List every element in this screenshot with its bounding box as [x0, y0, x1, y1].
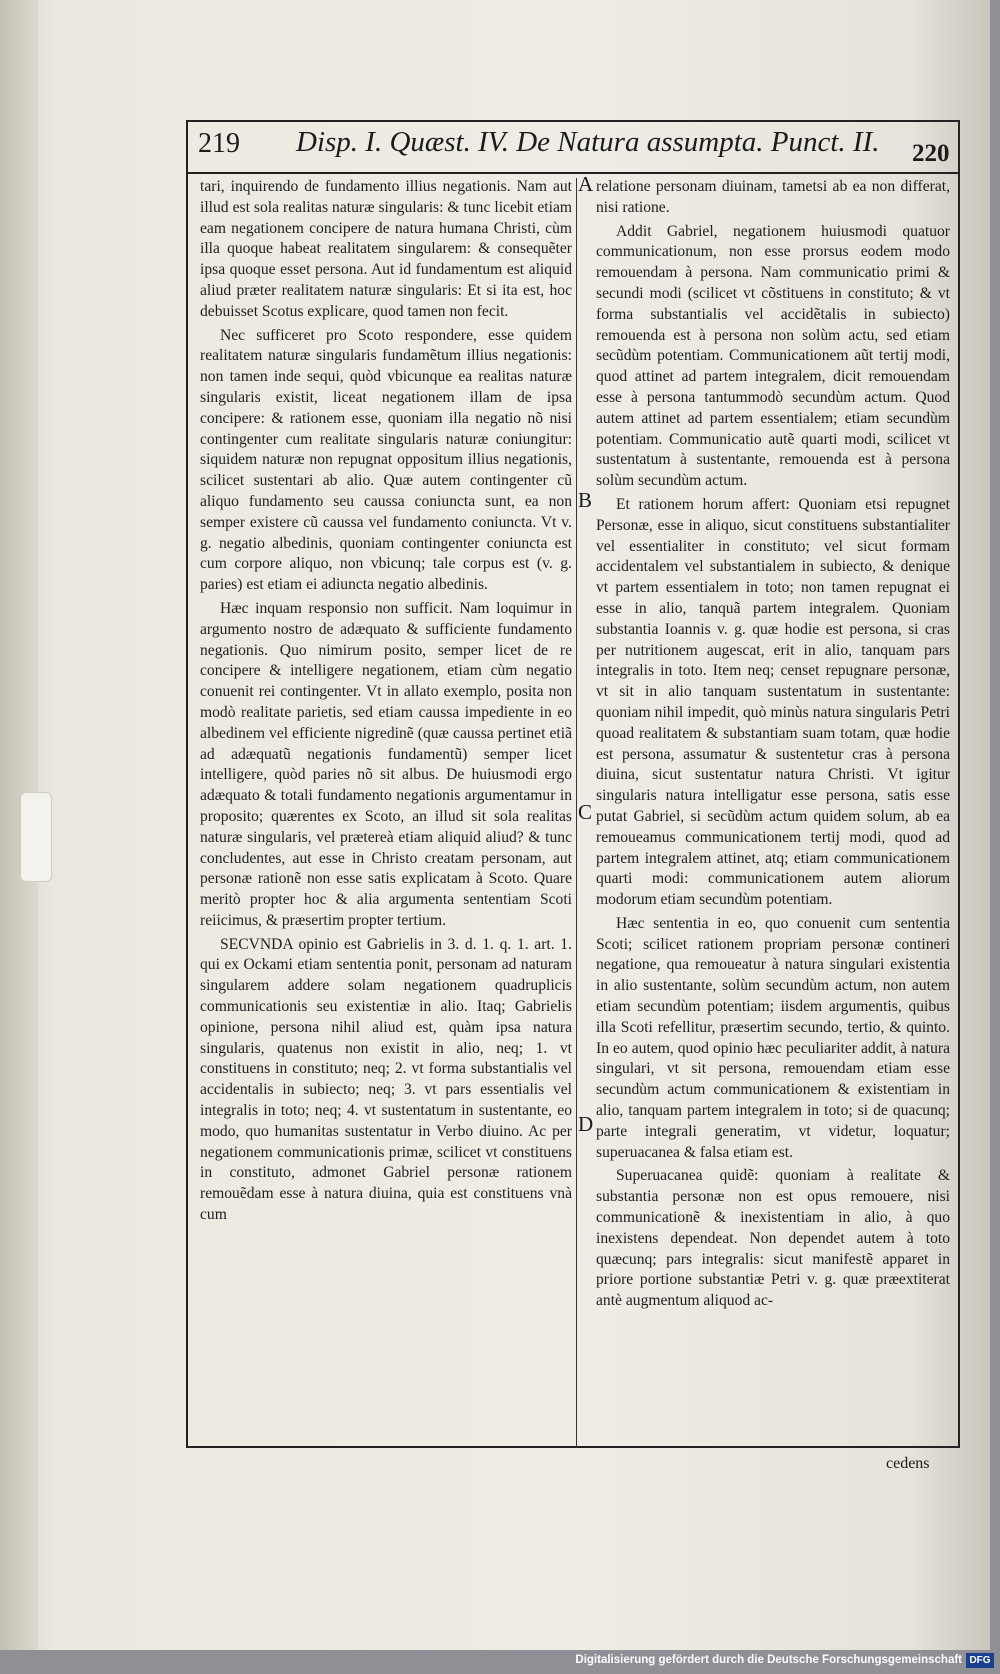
- paragraph: Superuacanea quidẽ: quoniam à realitate & substantia personæ non est opus remouere, nisi communicationẽ & inexistentiam in alio, à quo inexistens dependeat. Non dependet autem à toto quæcunq; pars integralis: sicut manifestẽ apparet in priore portione substantiæ Petri v. g. quæ præextiterat antè augmentum aliquod ac-: [596, 1167, 950, 1310]
- column-divider: [576, 178, 577, 1448]
- paragraph: Hæc sententia in eo, quo conuenit cum sententia Scoti; scilicet rationem propriam personæ contineri negatione, qua remoueatur à natura singulari existentia in alio sustentante, solùm secundùm actum, non autem etiam secundùm potentiam; iisdem argumentis, quibus illa Scoti refellitur, præsertim secundo, tertio, & quinto. In eo autem, quod opinio hæc peculiariter addit, à natura singulari, vt sit persona, remouendam etiam esse secundùm actum communicationem & existentiam in alio, tanquam partem integralem in toto; si de quacunq; parte integrali generatim, vt videtur, loquatur; superuacanea & falsa etiam est.: [596, 914, 950, 1161]
- paragraph: relatione personam diuinam, tametsi ab ea non differat, nisi ratione.: [596, 178, 950, 216]
- paragraph: tari, inquirendo de fundamento illius negationis. Nam aut illud est sola realitas naturæ singularis: & tunc licebit etiam eam negationem concipere de natura humana Christi, cùm illa quoque habeat realitatem singularem: & consequẽter ipsa quoque esset persona. Aut id fundamentum est aliquid aliud præter realitatem naturæ singularis: Et si ita est, hoc debuisset Scotus explicare, quod tamen non fecit.: [200, 178, 572, 320]
- section-marker-a: A: [578, 172, 594, 196]
- catchword: cedens: [886, 1455, 930, 1472]
- section-marker-d: D: [578, 1112, 594, 1136]
- page-number-left: 219: [198, 128, 240, 159]
- paragraph: Addit Gabriel, negationem huiusmodi quatuor communicationum, non esse prorsus eodem modo remouendam à persona. Nam communicatio primi & secundi modi (scilicet vt cõstituens in constituto; & vt forma substantialis vel accidẽtalis in subiecto) remouenda est à persona non solùm actu, sed etiam secũdùm potentiam. Communicationem aũt tertij modi, quod attinet ad partem integralem, dicit remouendam esse à persona tantummodò secundùm actum. Quod autem attinet ad partem essentialem; etiam secundùm potentiam. Communicatio autẽ quarti modi, scilicet vt sustentatum à sustentante, remouenda est à persona solùm secundùm actum.: [596, 222, 950, 490]
- paragraph: Et rationem horum affert: Quoniam etsi repugnet Personæ, esse in aliquo, sicut constituens substantialiter vel essentialiter in constituto; vel sicut formam accidentalem vel substantialem in subiecto, & denique vt partem essentialem in toto; non tamen repugnat ei esse in alio, tanquã partem integralem. Quoniam substantia Ioannis v. g. quæ hodie est persona, si cras per nutritionem augescat, erit in alio, tanquam pars integralis in toto. Item neq; censet repugnare personæ, vt sit in alio tanquam sustentatum in sustentante: quoniam nihil impedit, quò minùs natura singularis Petri quoad realitatem & substantiam suam totam, quæ hodie est persona, assumatur & sustentetur cras à persona diuina, sicut sustentatur natura Christi. Vt igitur singularis natura intelligatur esse persona, satis esse putat Gabriel, si secũdùm actum quidem solum, ab ea remoueamus communicationem tertij modi, quod ad partem integralem attinet, atq; etiam communicationem quarti modi: communicationem autem aliorum modorum etiam secundùm potentiam.: [596, 495, 950, 909]
- left-column: [200, 177, 572, 1229]
- dfg-logo: DFG: [966, 1653, 994, 1668]
- paragraph: Nec sufficeret pro Scoto respondere, esse quidem realitatem naturæ singularis fundamẽtum illius negationis: non tamen inde sequi, quòd vbicunque ea realitas naturæ singularis existit, liceat negationem illam de ipsa concipere: & rationem esse, quoniam illa negatio nõ nisi contingenter cum realitate singularis naturæ coniungitur: siquidem naturæ non repugnat oppositum illius negationis, scilicet sustentari ab alio. Quæ autem contingenter cũ aliquo fundamento seu caussa coniuncta sunt, ea non semper existere cũ caussa vel fundamento coniuncta. Vt v. g. negatio albedinis, quoniam contingenter coniuncta est cum corpore aliquo, non vbicunq; tale corpus est (v. g. paries) est etiam ei adiuncta negatio albedinis.: [200, 326, 572, 594]
- running-title: Disp. I. Quæst. IV. De Natura assumpta. Punct. II.: [296, 126, 880, 158]
- funding-credit: Digitalisierung gefördert durch die Deutsche Forschungsgemeinschaft: [575, 1654, 962, 1666]
- paragraph: SECVNDA opinio est Gabrielis in 3. d. 1. q. 1. art. 1. qui ex Ockami etiam sententia ponit, personam ad naturam singularem addere solam negationem quadruplicis communicationis seu existentiæ in alio. Itaq; Gabrielis opinione, persona nihil aliud est, quàm ipsa natura singularis, quatenus non existit in alio, neq; 1. vt constituens in constituto; neq; 2. vt forma substantialis vel accidentalis in subiecto; neq; 3. vt pars essentialis vel integralis in toto; neq; 4. vt sustentatum in sustentante, eo modo, quo humanitas sustentatur in Verbo diuino. Ac per negationem communicationis primæ, scilicet vt constituens in constituto, admonet Gabriel personæ rationem remouẽdam esse à natura diuina, quia est constituens vnà cum: [200, 935, 572, 1224]
- paragraph: Hæc inquam responsio non sufficit. Nam loquimur in argumento nostro de adæquato & sufficiente fundamento negationis. Quo nimirum posito, semper licet de re concipere & intelligere negationem, etiam cùm negatio conuenit rei contingenter. Vt in allato exemplo, posita non modò realitate parietis, sed etiam caussa impediente in eo albedinem vel efficiente nigredinẽ (quæ caussa pertinet etiã ad adæquatũ negationis fundamentũ) semper licet intelligere, quòd paries nõ sit albus. De huiusmodi ergo adæquato & totali fundamento negationis argumentamur in proposito; quærentes ex Scoto, an illud sit sola realitas naturæ singularis, vel prætereà etiam aliquid aliud? & tunc concludentes, aut esse in Christo creatam personam, aut personæ rationẽ non esse satis explicatam à Scoto. Quare meritò propter hoc & alia argumenta sententiam Scoti reiicimus, & præsertim propter tertium.: [200, 599, 572, 929]
- paper-tab: [20, 792, 52, 882]
- right-column: [596, 177, 950, 1315]
- section-marker-c: C: [578, 800, 593, 824]
- header-rule: [186, 172, 960, 174]
- page-number-right: 220: [912, 140, 950, 167]
- section-marker-b: B: [578, 488, 593, 512]
